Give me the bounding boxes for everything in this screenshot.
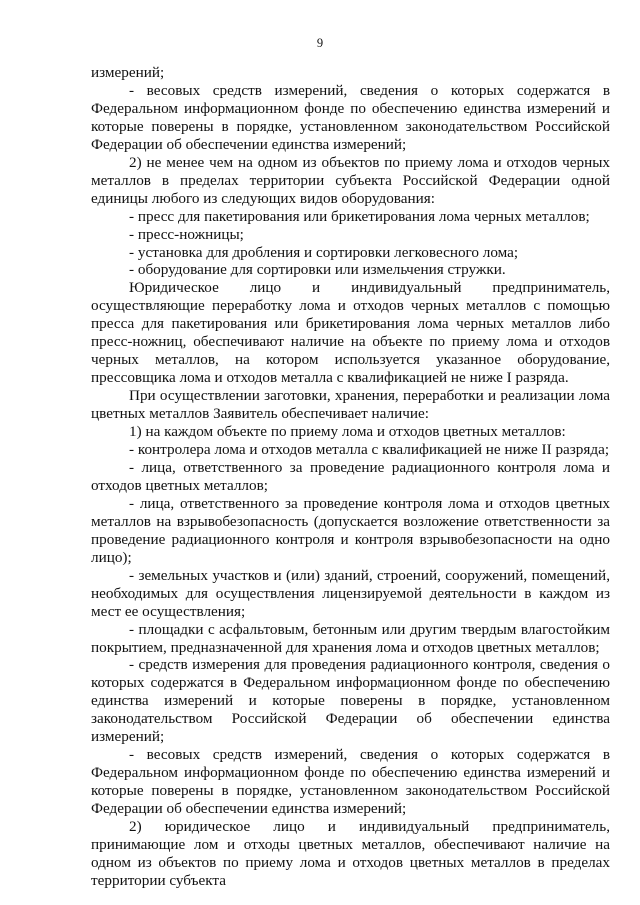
paragraph: - средств измерения для проведения радиационного контроля, сведения о которых содержатся в Федеральном информационном фонде по обеспечению единства измерений и которые поверены в порядке, установленном законодательством Российской Федерации об обеспечении единства измерений;	[91, 656, 610, 746]
paragraph: - пресс-ножницы;	[129, 225, 244, 243]
paragraph: - площадки с асфальтовым, бетонным или другим твердым влагостойким покрытием, предназначенной для хранения лома и отходов цветных металлов;	[91, 620, 610, 656]
paragraph: Юридическое лицо и индивидуальный предприниматель, осуществляющие переработку лома и отходов черных металлов с помощью пресса для пакетирования или брикетирования лома черных металлов либо пресс-ножниц, обеспечивают наличие на объекте по приему лома и отходов черных металлов, на котором используется указанное оборудование, прессовщика лома и отходов металла с квалификацией не ниже I разряда.	[91, 279, 610, 387]
paragraph: - лица, ответственного за проведение контроля лома и отходов цветных металлов на взрывобезопасность (допускается возложение ответственности за проведение радиационного контроля и контроля взрывобезопасности на одно лицо);	[91, 494, 610, 566]
paragraph: - лица, ответственного за проведение радиационного контроля лома и отходов цветных металлов;	[91, 458, 610, 494]
paragraph: 2) не менее чем на одном из объектов по приему лома и отходов черных металлов в пределах территории субъекта Российской Федерации одной единицы любого из следующих видов оборудования:	[91, 153, 610, 207]
paragraph: - установка для дробления и сортировки легковесного лома;	[129, 243, 519, 261]
paragraph: - пресс для пакетирования или брикетирования лома черных металлов;	[129, 207, 590, 225]
paragraph: - оборудование для сортировки или измельчения стружки.	[129, 261, 506, 279]
paragraph: измерений;	[91, 64, 165, 81]
page-number: 9	[316, 36, 324, 50]
paragraph: 2) юридическое лицо и индивидуальный предприниматель, принимающие лом и отходы цветных металлов, обеспечивают наличие на одном из объектов по приему лома и отходов цветных металлов в пределах территории субъекта	[91, 818, 610, 889]
paragraph: При осуществлении заготовки, хранения, переработки и реализации лома цветных металлов Заявитель обеспечивает наличие:	[91, 387, 610, 423]
paragraph: - контролера лома и отходов металла с квалификацией не ниже II разряда;	[129, 441, 610, 459]
paragraph: - весовых средств измерений, сведения о которых содержатся в Федеральном информационном фонде по обеспечению единства измерений и которые поверены в порядке, установленном законодательством Российской Федерации об обеспечении единства измерений;	[91, 746, 610, 818]
paragraph: - весовых средств измерений, сведения о которых содержатся в Федеральном информационном фонде по обеспечению единства измерений и которые поверены в порядке, установленном законодательством Российской Федерации об обеспечении единства измерений;	[91, 81, 610, 153]
paragraph: - земельных участков и (или) зданий, строений, сооружений, помещений, необходимых для осуществления лицензируемой деятельности в каждом из мест ее осуществления;	[91, 566, 610, 620]
paragraph: 1) на каждом объекте по приему лома и отходов цветных металлов:	[129, 423, 566, 441]
document-body	[91, 64, 610, 890]
